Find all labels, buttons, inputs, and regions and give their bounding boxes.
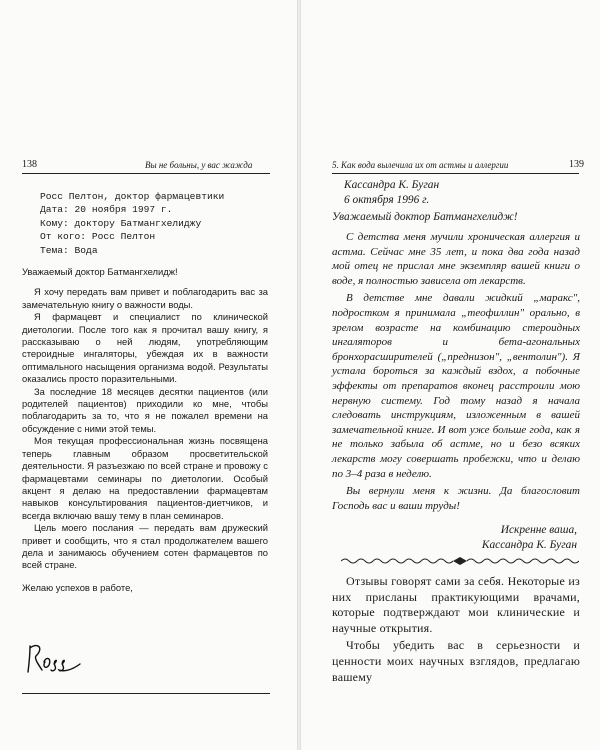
left-header-rule <box>22 173 270 174</box>
pelton-paragraph: Цель моего послания — передать вам дружеский привет и сообщить, что я стал продолжателем вашего дела и занимаюсь обучением сотен фармацевтов по всей стране. <box>22 522 268 571</box>
author-commentary <box>332 574 580 687</box>
bugan-signoff <box>332 523 577 553</box>
bugan-signoff-line: Искренне ваша, <box>500 524 577 536</box>
left-page-number: 138 <box>22 159 37 170</box>
commentary-paragraph: Чтобы убедить вас в серьезности и ценности моих научных взглядов, предлагаю вашему <box>332 638 580 684</box>
handwritten-signature <box>24 640 84 678</box>
bugan-signoff-name: Кассандра К. Буган <box>481 539 577 551</box>
commentary-paragraph: Отзывы говорят сами за себя. Некоторые из них присланы практикующими врачами, которые подтверждают мои клинические и научные открытия. <box>332 574 580 635</box>
pelton-paragraph: Я хочу передать вам привет и поблагодарить вас за замечательную книгу о важности воды. <box>22 286 268 310</box>
bugan-sender <box>332 178 580 208</box>
memo-block <box>40 190 224 257</box>
bugan-paragraph: С детства меня мучили хроническая аллергия и астма. Сейчас мне 35 лет, и пока два года назад мой отец не прислал мне экземпляр вашей книги о воде, я полностью зависела от лекарств. <box>332 231 580 287</box>
pelton-paragraph: Моя текущая профессиональная жизнь посвящена теперь главным образом просветительской деятельности. Я разъезжаю по всей стране и провожу с фармацевтами семинары по диетологии. Особый акцент я делаю на предоставлении фармацевтам навыков консультирования пациентов-диетчиков, и всегда включаю вашу тему в план семинаров. <box>22 435 268 521</box>
memo-line-to: Кому: доктору Батмангхелиджу <box>40 217 202 229</box>
right-running-head: 5. Как вода вылечила их от астмы и аллергии <box>332 160 509 170</box>
memo-line-subject: Тема: Вода <box>40 244 98 256</box>
right-page <box>301 0 600 750</box>
pelton-paragraph: Я фармацевт и специалист по клинической диетологии. После того как я прочитал вашу книгу, я рассказываю о ней людям, употребляющим стероидные ингаляторы, убеждая их в важности оптимального насыщения организма водой. Результаты оказались просто поразительными. <box>22 311 268 385</box>
pelton-closing: Желаю успехов в работе, <box>22 581 133 593</box>
bugan-paragraph: Вы вернули меня к жизни. Да благословит Господь вас и ваши труды! <box>332 485 580 512</box>
bugan-name: Кассандра К. Буган <box>344 179 440 191</box>
memo-line-from: От кого: Росс Пелтон <box>40 231 156 243</box>
pelton-letter <box>22 266 268 594</box>
left-page <box>0 0 297 750</box>
memo-line-from-title: Росс Пелтон, доктор фармацевтики <box>40 191 225 202</box>
bugan-letter-body <box>332 230 580 516</box>
memo-line-date: Дата: 20 ноября 1997 г. <box>40 204 173 216</box>
pelton-paragraph: За последние 18 месяцев десятки пациентов (или родителей пациентов) приходили ко мне, чтобы поблагодарить за то, что я не пожалел времени на обсуждение с ними этой темы. <box>22 385 268 434</box>
left-bottom-rule <box>22 693 270 694</box>
bugan-date: 6 октября 1996 г. <box>344 194 430 206</box>
bugan-greeting: Уважаемый доктор Батмангхелидж! <box>332 211 518 223</box>
left-running-head: Вы не больны, у вас жажда <box>145 160 253 170</box>
bugan-paragraph: В детстве мне давали жидкий „маракс", подростком я принимала „теофиллин" орально, в зрелом возрасте на комбинацию стероидных ингаляторов и бета-агональных бронхорасширителей („преднизон", „вентолин"). Я устала бороться за каждый вздох, а побочные эффекты от препаратов вконец расстроили мою нервную систему. Год тому назад я начала следовать инструкциям, изложенным в вашей замечательной книге. И вот уже больше года, как я не только забыла об астме, но и безо всяких лекарств могу совершать пробежки, что и делаю по 3–4 раза в неделю. <box>332 292 580 480</box>
right-header-rule <box>332 173 579 174</box>
right-page-number: 139 <box>569 159 584 170</box>
ornament-divider <box>341 557 579 565</box>
pelton-greeting: Уважаемый доктор Батмангхелидж! <box>22 266 178 277</box>
